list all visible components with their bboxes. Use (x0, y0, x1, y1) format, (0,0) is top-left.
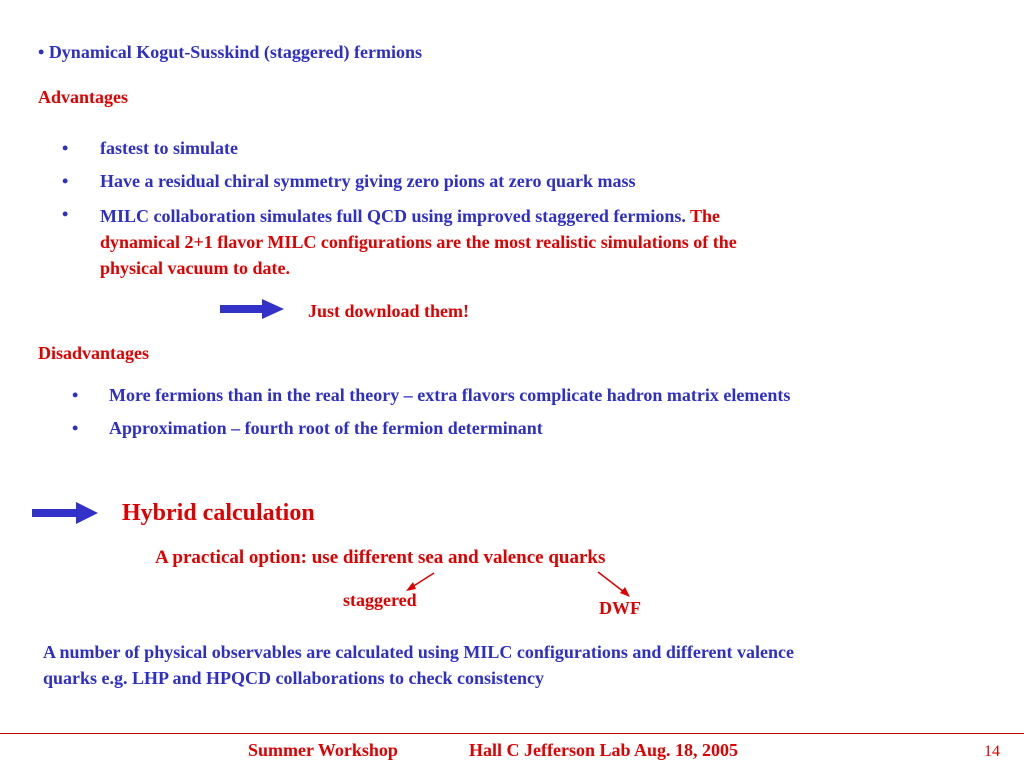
valence-quark-label: DWF (599, 598, 641, 618)
bullet-glyph: • (62, 204, 69, 224)
summary-line: quarks e.g. LHP and HPQCD collaborations to check consistency (43, 668, 545, 688)
callout-text: Just download them! (308, 301, 470, 321)
advantage-highlight: dynamical 2+1 flavor MILC configurations are the most realistic simulations of the (100, 232, 737, 252)
advantages-title: Advantages (38, 87, 129, 107)
advantage-highlight: The (690, 206, 721, 226)
advantage-text: Have a residual chiral symmetry giving zero pions at zero quark mass (100, 171, 636, 191)
hybrid-subtitle: A practical option: use different sea and valence quarks (155, 547, 606, 568)
bullet-glyph: • (72, 418, 79, 438)
footer-venue-date: Hall C Jefferson Lab Aug. 18, 2005 (469, 740, 739, 760)
summary-line: A number of physical observables are calculated using MILC configurations and different valence (43, 642, 795, 662)
advantage-text: fastest to simulate (100, 138, 238, 158)
page-number: 14 (984, 743, 1000, 760)
bullet-glyph: • (62, 138, 69, 158)
sea-quark-label: staggered (343, 590, 417, 610)
summary-paragraph (43, 639, 1013, 691)
advantage-text: MILC collaboration simulates full QCD using improved staggered fermions. (100, 206, 686, 226)
bullet-glyph: • (62, 171, 69, 191)
disadvantage-text: More fermions than in the real theory – extra flavors complicate hadron matrix elements (109, 385, 791, 405)
dwf-pointer-line (598, 572, 624, 592)
disadvantage-text: Approximation – fourth root of the fermion determinant (109, 418, 543, 438)
staggered-pointer-line (412, 573, 434, 587)
advantage-highlight: physical vacuum to date. (100, 258, 291, 278)
dwf-pointer-head (620, 587, 630, 597)
heading-text: Dynamical Kogut-Susskind (staggered) fermions (48, 42, 422, 62)
footer-event: Summer Workshop (248, 740, 398, 760)
hybrid-title: Hybrid calculation (122, 500, 315, 526)
footer-rule (0, 733, 1024, 734)
bullet-glyph: • (72, 385, 79, 405)
disadvantages-title: Disadvantages (38, 343, 150, 363)
heading-bullet: • (38, 42, 45, 62)
